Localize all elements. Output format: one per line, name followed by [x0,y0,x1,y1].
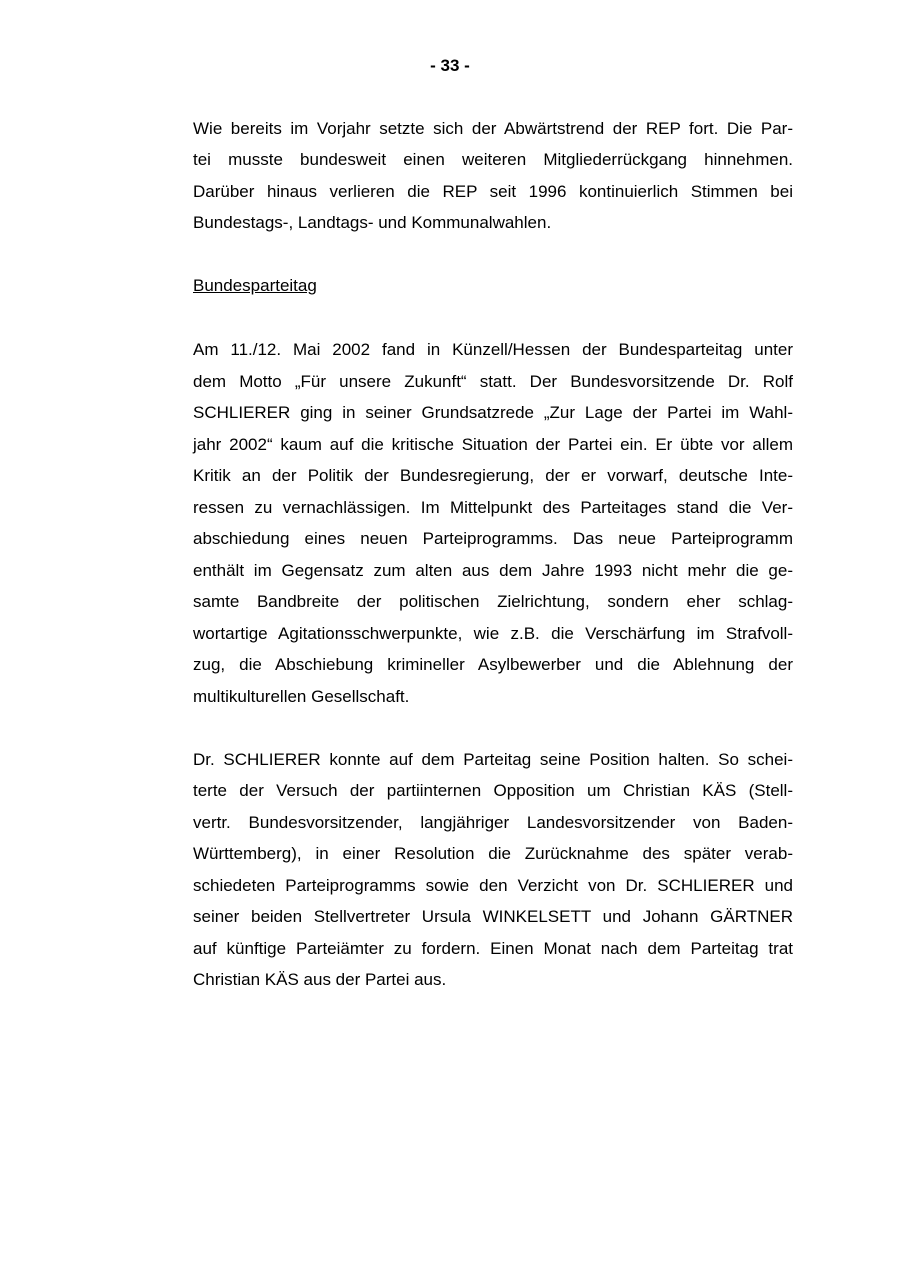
paragraph-2-line-4: jahr 2002“ kaum auf die kritische Situation der Partei ein. Er übte vor allem [193,435,793,454]
paragraph-2-line-12: multikulturellen Gesellschaft. [193,687,410,706]
paragraph-1-line-2: tei musste bundesweit einen weiteren Mitgliederrückgang hinnehmen. [193,150,793,169]
paragraph-3-line-2: terte der Versuch der partiinternen Opposition um Christian KÄS (Stell- [193,781,793,800]
paragraph-3-line-7: auf künftige Parteiämter zu fordern. Einen Monat nach dem Parteitag trat [193,939,793,958]
paragraph-2-line-6: ressen zu vernachlässigen. Im Mittelpunkt des Parteitages stand die Ver- [193,498,793,517]
paragraph-1-line-1: Wie bereits im Vorjahr setzte sich der Abwärtstrend der REP fort. Die Par- [193,119,793,138]
paragraph-2-line-7: abschiedung eines neuen Parteiprogramms. Das neue Parteiprogramm [193,529,793,548]
paragraph-2-line-8: enthält im Gegensatz zum alten aus dem Jahre 1993 nicht mehr die ge- [193,561,793,580]
paragraph-3-line-4: Württemberg), in einer Resolution die Zurücknahme des später verab- [193,844,793,863]
paragraph-2-line-9: samte Bandbreite der politischen Zielrichtung, sondern eher schlag- [193,592,793,611]
paragraph-2-line-5: Kritik an der Politik der Bundesregierung, der er vorwarf, deutsche Inte- [193,466,793,485]
paragraph-1-line-4: Bundestags-, Landtags- und Kommunalwahlen. [193,213,552,232]
paragraph-1-line-3: Darüber hinaus verlieren die REP seit 1996 kontinuierlich Stimmen bei [193,182,793,201]
page-number: - 33 - [430,56,470,75]
paragraph-3-line-3: vertr. Bundesvorsitzender, langjähriger Landesvorsitzender von Baden- [193,813,793,832]
section-heading: Bundesparteitag [193,276,317,295]
paragraph-2-line-3: SCHLIERER ging in seiner Grundsatzrede „Zur Lage der Partei im Wahl- [193,403,793,422]
paragraph-2-line-1: Am 11./12. Mai 2002 fand in Künzell/Hessen der Bundesparteitag unter [193,340,793,359]
paragraph-3-line-1: Dr. SCHLIERER konnte auf dem Parteitag seine Position halten. So schei- [193,750,793,769]
paragraph-3-line-5: schiedeten Parteiprogramms sowie den Verzicht von Dr. SCHLIERER und [193,876,793,895]
paragraph-3-line-8: Christian KÄS aus der Partei aus. [193,970,447,989]
paragraph-3-line-6: seiner beiden Stellvertreter Ursula WINKELSETT und Johann GÄRTNER [193,907,793,926]
paragraph-2-line-11: zug, die Abschiebung krimineller Asylbewerber und die Ablehnung der [193,655,793,674]
paragraph-2-line-10: wortartige Agitationsschwerpunkte, wie z.B. die Verschärfung im Strafvoll- [193,624,793,643]
paragraph-2-line-2: dem Motto „Für unsere Zukunft“ statt. Der Bundesvorsitzende Dr. Rolf [193,372,793,391]
